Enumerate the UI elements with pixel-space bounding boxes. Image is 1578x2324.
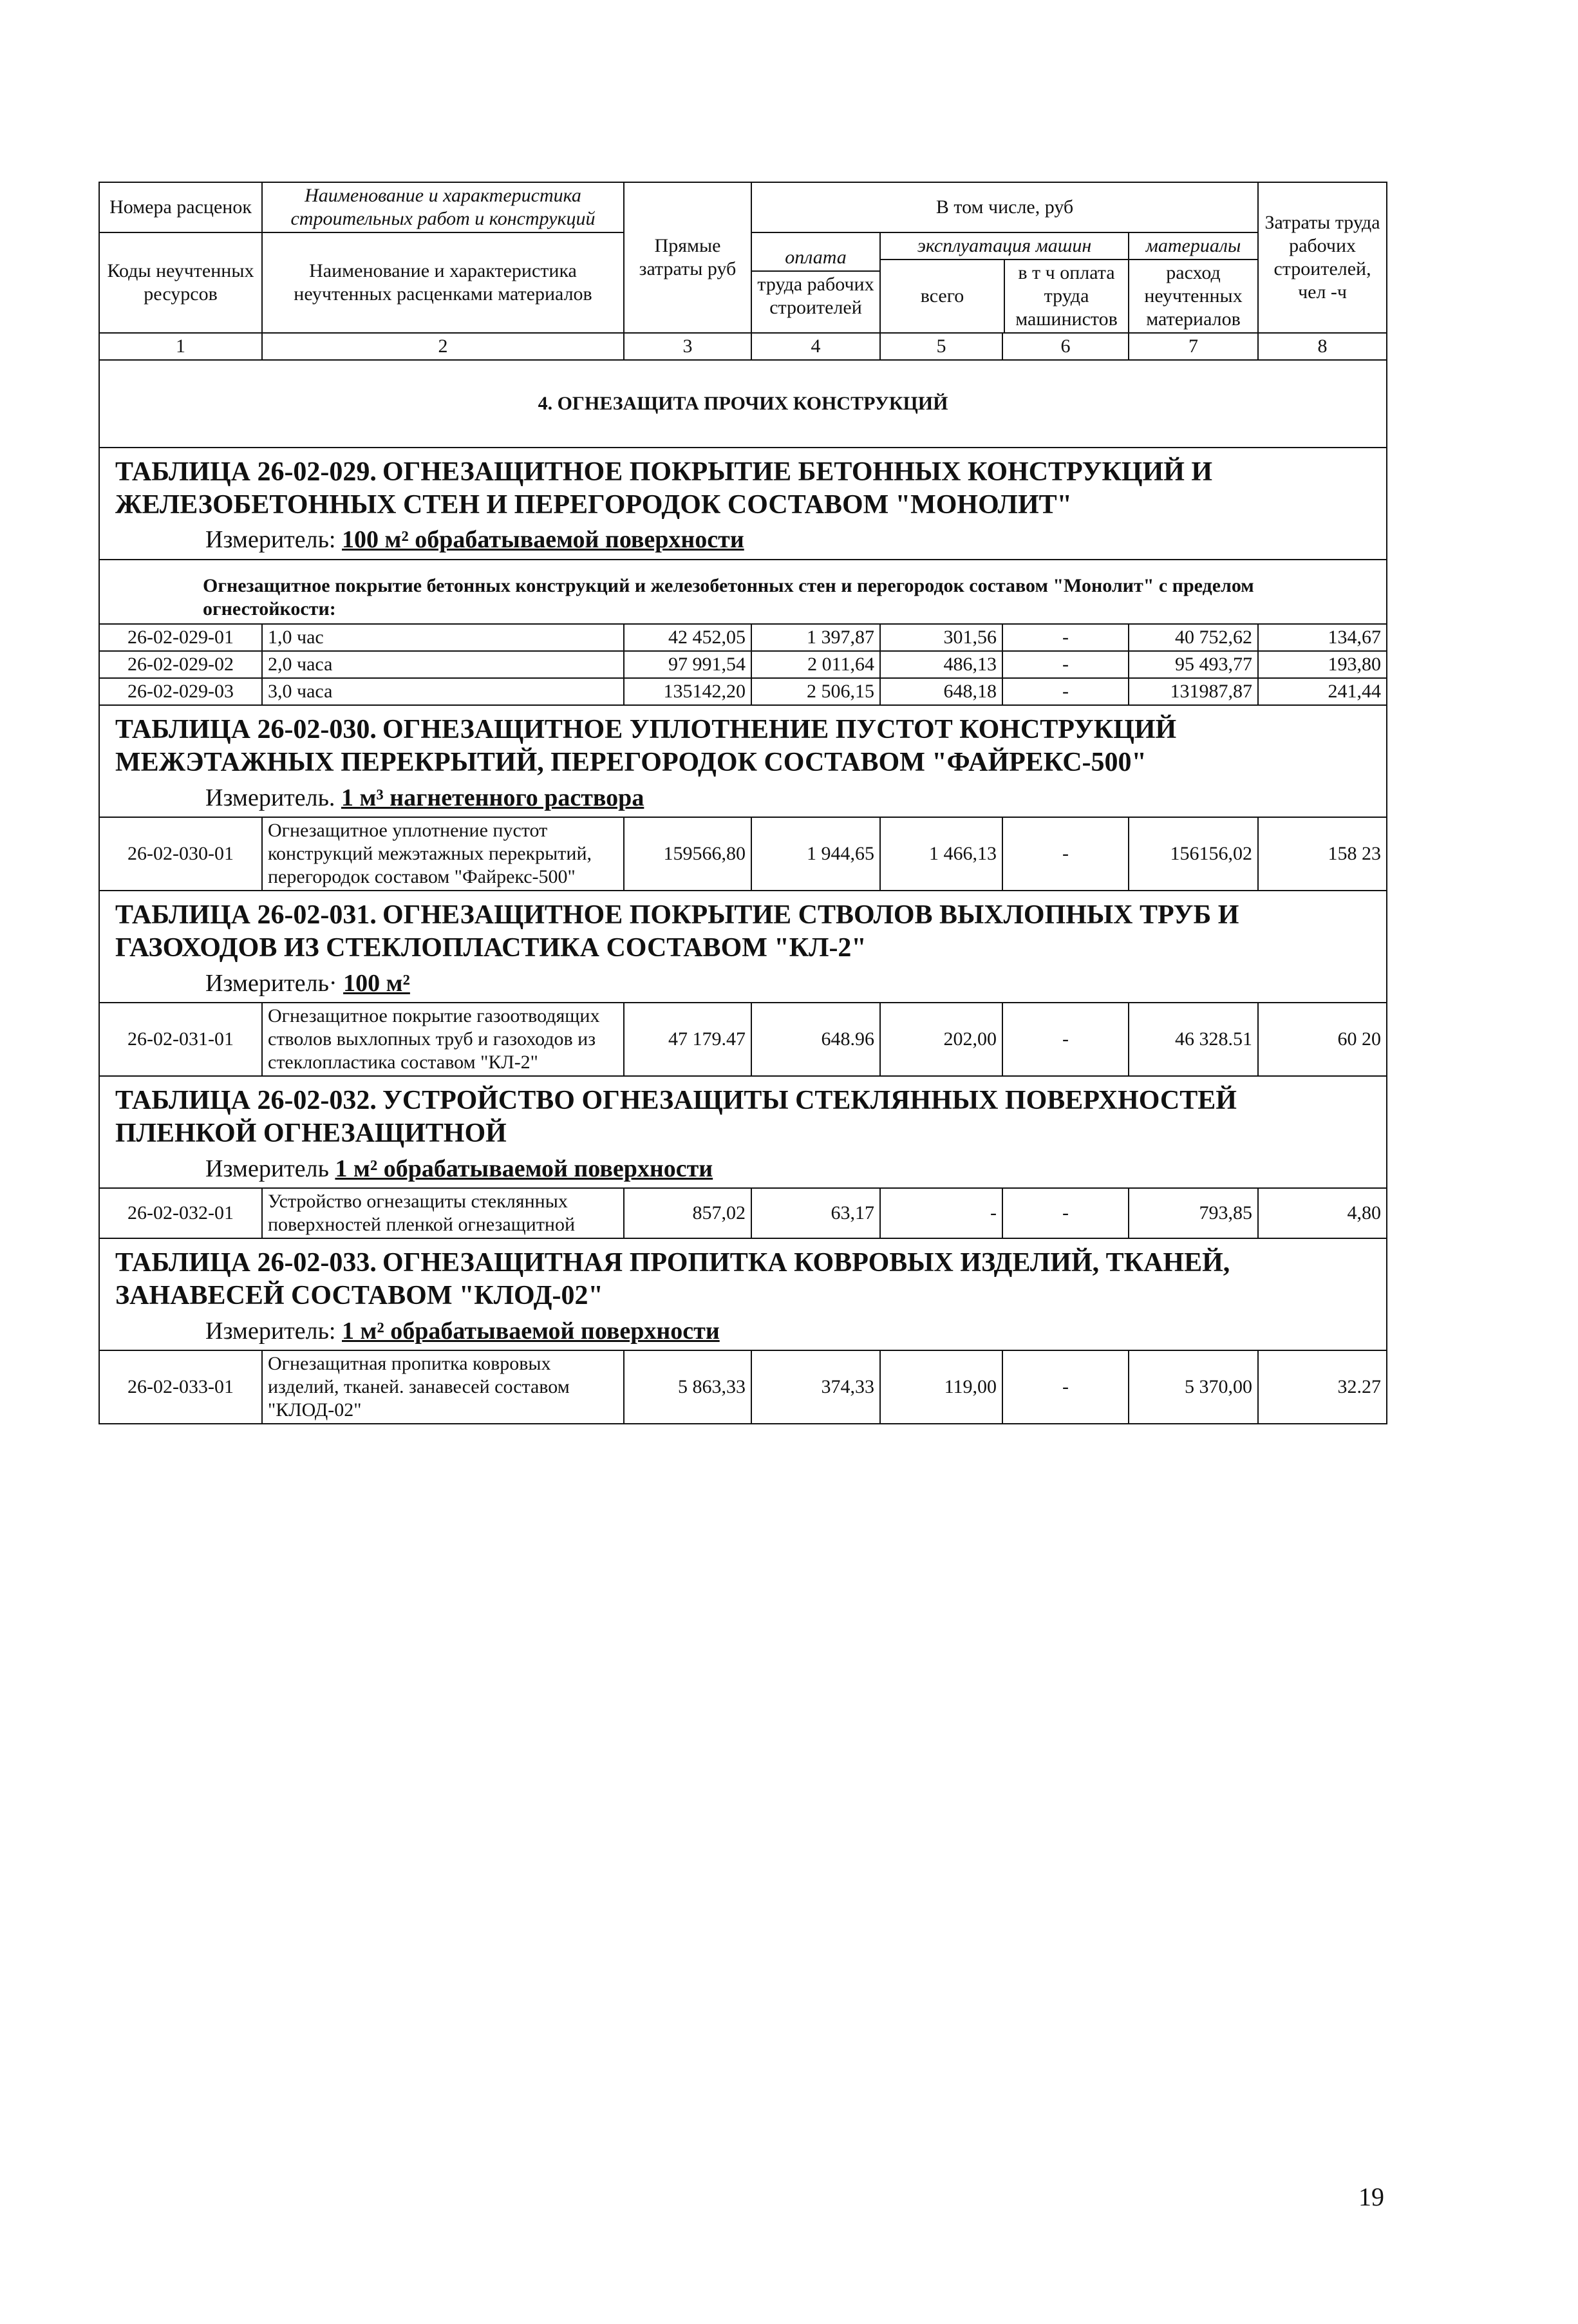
labor-hours: 4,80 [1258, 1188, 1387, 1238]
group-header: В том числе, руб [751, 182, 1258, 232]
machine-costs: 202,00 [880, 1003, 1002, 1076]
measure-unit-prefix: Измеритель: [205, 526, 336, 554]
operator-wages: - [1002, 1003, 1129, 1076]
table-heading [99, 1238, 1387, 1350]
operator-wages: - [1002, 1188, 1129, 1238]
labor-hours: 32.27 [1258, 1350, 1387, 1424]
group-heading: Огнезащитное покрытие бетонных конструкций и железобетонных стен и перегородок составом "Монолит" с пределом огнестойкости: [99, 560, 1387, 624]
table-heading [99, 1076, 1387, 1188]
work-description: Огнезащитная пропитка ковровых изделий, тканей. занавесей составом "КЛОД-02" [262, 1350, 624, 1424]
table-title-row [99, 1238, 1387, 1350]
page-number: 19 [1358, 2182, 1384, 2211]
column-number: 1 [99, 333, 262, 360]
operator-wages: - [1002, 1350, 1129, 1424]
col2-top-header: Наименование и характеристика строительных работ и конструкций [262, 182, 624, 232]
table-title [115, 1247, 1371, 1312]
table-row [99, 1003, 1387, 1076]
table-row [99, 651, 1387, 678]
measure-unit [205, 1155, 1371, 1184]
measure-unit [205, 784, 1371, 813]
table-title-row [99, 1076, 1387, 1188]
table-title [115, 899, 1371, 965]
labor-hours: 193,80 [1258, 651, 1387, 678]
table-heading [99, 448, 1387, 560]
table-title [115, 1084, 1371, 1150]
direct-costs: 135142,20 [624, 678, 751, 705]
labor-wages: 2 506,15 [751, 678, 880, 705]
rate-code: 26-02-033-01 [99, 1350, 262, 1424]
table-label: ТАБЛИЦА 26-02-029. [115, 457, 377, 487]
column-number: 4 [751, 333, 880, 360]
machine-costs: 1 466,13 [880, 817, 1002, 891]
measure-unit [205, 969, 1371, 999]
labor-wages: 374,33 [751, 1350, 880, 1424]
operator-wages: - [1002, 624, 1129, 651]
direct-costs: 5 863,33 [624, 1350, 751, 1424]
column-number: 6 [1002, 333, 1129, 360]
column-numbers-row [99, 333, 1387, 360]
measure-unit-value: 1 м² обрабатываемой поверхности [335, 1155, 713, 1182]
table-row [99, 678, 1387, 705]
table-title-row [99, 705, 1387, 817]
table-title-text: ОГНЕЗАЩИТНОЕ ПОКРЫТИЕ БЕТОННЫХ КОНСТРУКЦИЙ И ЖЕЛЕЗОБЕТОННЫХ СТЕН И ПЕРЕГОРОДОК СОСТАВОМ "МОНОЛИТ" [115, 457, 1213, 520]
table-label: ТАБЛИЦА 26-02-032. [115, 1086, 377, 1116]
measure-unit-prefix: Измеритель: [205, 1317, 336, 1345]
labor-hours: 158 23 [1258, 817, 1387, 891]
measure-unit-prefix: Измеритель. [205, 784, 335, 811]
table-title-row [99, 891, 1387, 1003]
labor-hours: 60 20 [1258, 1003, 1387, 1076]
rate-code: 26-02-029-01 [99, 624, 262, 651]
oplata-sub-label: труда рабочих строителей [757, 274, 874, 318]
exploit-incl-label: в т ч оплата труда машинистов [1015, 262, 1118, 330]
measure-unit [205, 525, 1371, 555]
oplata-header [751, 232, 880, 333]
work-description: 3,0 часа [262, 678, 624, 705]
table-label: ТАБЛИЦА 26-02-033. [115, 1248, 377, 1278]
machine-costs: 119,00 [880, 1350, 1002, 1424]
materials-sub-label: расход неучтенных материалов [1144, 262, 1243, 330]
measure-unit-prefix: Измеритель· [205, 969, 337, 997]
machine-costs: - [880, 1188, 1002, 1238]
col8-header: Затраты труда рабочих строителей, чел -ч [1258, 182, 1387, 333]
materials-head-label: материалы [1129, 233, 1257, 260]
table-row [99, 624, 1387, 651]
col3-header: Прямые затраты руб [624, 182, 751, 333]
table-heading [99, 891, 1387, 1003]
measure-unit-value: 1 м³ нагнетенного раствора [341, 784, 644, 811]
rate-code: 26-02-029-03 [99, 678, 262, 705]
section-row [99, 360, 1387, 448]
work-description: Огнезащитное покрытие газоотводящих стволов выхлопных труб и газоходов из стеклопластика составом "КЛ-2" [262, 1003, 624, 1076]
table-title-text: ОГНЕЗАЩИТНАЯ ПРОПИТКА КОВРОВЫХ ИЗДЕЛИЙ, ТКАНЕЙ, ЗАНАВЕСЕЙ СОСТАВОМ "КЛОД-02" [115, 1248, 1230, 1311]
direct-costs: 159566,80 [624, 817, 751, 891]
col1-bottom-header: Коды неучтенных ресурсов [99, 232, 262, 333]
measure-unit-prefix: Измеритель [205, 1155, 329, 1182]
group-row [99, 560, 1387, 624]
table-row [99, 1350, 1387, 1424]
work-description: Огнезащитное уплотнение пустот конструкций межэтажных перекрытий, перегородок составом "Файрекс-500" [262, 817, 624, 891]
labor-wages: 648.96 [751, 1003, 880, 1076]
table-row [99, 1188, 1387, 1238]
rate-code: 26-02-030-01 [99, 817, 262, 891]
material-costs: 5 370,00 [1129, 1350, 1258, 1424]
material-costs: 156156,02 [1129, 817, 1258, 891]
table-row [99, 817, 1387, 891]
machine-costs: 486,13 [880, 651, 1002, 678]
direct-costs: 857,02 [624, 1188, 751, 1238]
column-number: 8 [1258, 333, 1387, 360]
exploit-header [880, 232, 1129, 333]
operator-wages: - [1002, 651, 1129, 678]
table-label: ТАБЛИЦА 26-02-030. [115, 715, 377, 745]
work-description: Устройство огнезащиты стеклянных поверхностей пленкой огнезащитной [262, 1188, 624, 1238]
header-row-1 [99, 182, 1387, 232]
material-costs: 95 493,77 [1129, 651, 1258, 678]
column-number: 3 [624, 333, 751, 360]
labor-wages: 2 011,64 [751, 651, 880, 678]
price-table [99, 182, 1387, 1424]
table-title [115, 456, 1371, 522]
column-number: 2 [262, 333, 624, 360]
section-title: 4. ОГНЕЗАЩИТА ПРОЧИХ КОНСТРУКЦИЙ [99, 360, 1387, 448]
work-description: 1,0 час [262, 624, 624, 651]
direct-costs: 97 991,54 [624, 651, 751, 678]
column-number: 7 [1129, 333, 1258, 360]
direct-costs: 42 452,05 [624, 624, 751, 651]
measure-unit-value: 100 м² [343, 969, 410, 997]
labor-wages: 1 397,87 [751, 624, 880, 651]
material-costs: 793,85 [1129, 1188, 1258, 1238]
table-title-text: ОГНЕЗАЩИТНОЕ ПОКРЫТИЕ СТВОЛОВ ВЫХЛОПНЫХ ТРУБ И ГАЗОХОДОВ ИЗ СТЕКЛОПЛАСТИКА СОСТАВОМ "КЛ-2" [115, 900, 1239, 963]
materials-header [1129, 232, 1258, 333]
operator-wages: - [1002, 817, 1129, 891]
exploit-all-label: всего [881, 260, 1005, 332]
measure-unit [205, 1317, 1371, 1346]
measure-unit-value: 1 м² обрабатываемой поверхности [342, 1317, 720, 1345]
machine-costs: 648,18 [880, 678, 1002, 705]
rate-code: 26-02-031-01 [99, 1003, 262, 1076]
labor-hours: 134,67 [1258, 624, 1387, 651]
direct-costs: 47 179.47 [624, 1003, 751, 1076]
col1-top-header: Номера расценок [99, 182, 262, 232]
table-title-row [99, 448, 1387, 560]
rate-code: 26-02-032-01 [99, 1188, 262, 1238]
table-title-text: ОГНЕЗАЩИТНОЕ УПЛОТНЕНИЕ ПУСТОТ КОНСТРУКЦИЙ МЕЖЭТАЖНЫХ ПЕРЕКРЫТИЙ, ПЕРЕГОРОДОК СОСТАВОМ "ФАЙРЕКС-500" [115, 715, 1177, 778]
work-description: 2,0 часа [262, 651, 624, 678]
labor-hours: 241,44 [1258, 678, 1387, 705]
measure-unit-value: 100 м² обрабатываемой поверхности [342, 526, 744, 554]
col2-bottom-header: Наименование и характеристика неучтенных расценками материалов [262, 232, 624, 333]
exploit-head-label: эксплуатация машин [881, 233, 1128, 260]
oplata-head-label: оплата [752, 245, 879, 272]
material-costs: 46 328.51 [1129, 1003, 1258, 1076]
material-costs: 131987,87 [1129, 678, 1258, 705]
table-title [115, 713, 1371, 779]
table-label: ТАБЛИЦА 26-02-031. [115, 900, 377, 931]
table-heading [99, 705, 1387, 817]
table-title-text: УСТРОЙСТВО ОГНЕЗАЩИТЫ СТЕКЛЯННЫХ ПОВЕРХНОСТЕЙ ПЛЕНКОЙ ОГНЕЗАЩИТНОЙ [115, 1086, 1237, 1149]
labor-wages: 63,17 [751, 1188, 880, 1238]
column-number: 5 [880, 333, 1002, 360]
rate-code: 26-02-029-02 [99, 651, 262, 678]
material-costs: 40 752,62 [1129, 624, 1258, 651]
operator-wages: - [1002, 678, 1129, 705]
machine-costs: 301,56 [880, 624, 1002, 651]
labor-wages: 1 944,65 [751, 817, 880, 891]
